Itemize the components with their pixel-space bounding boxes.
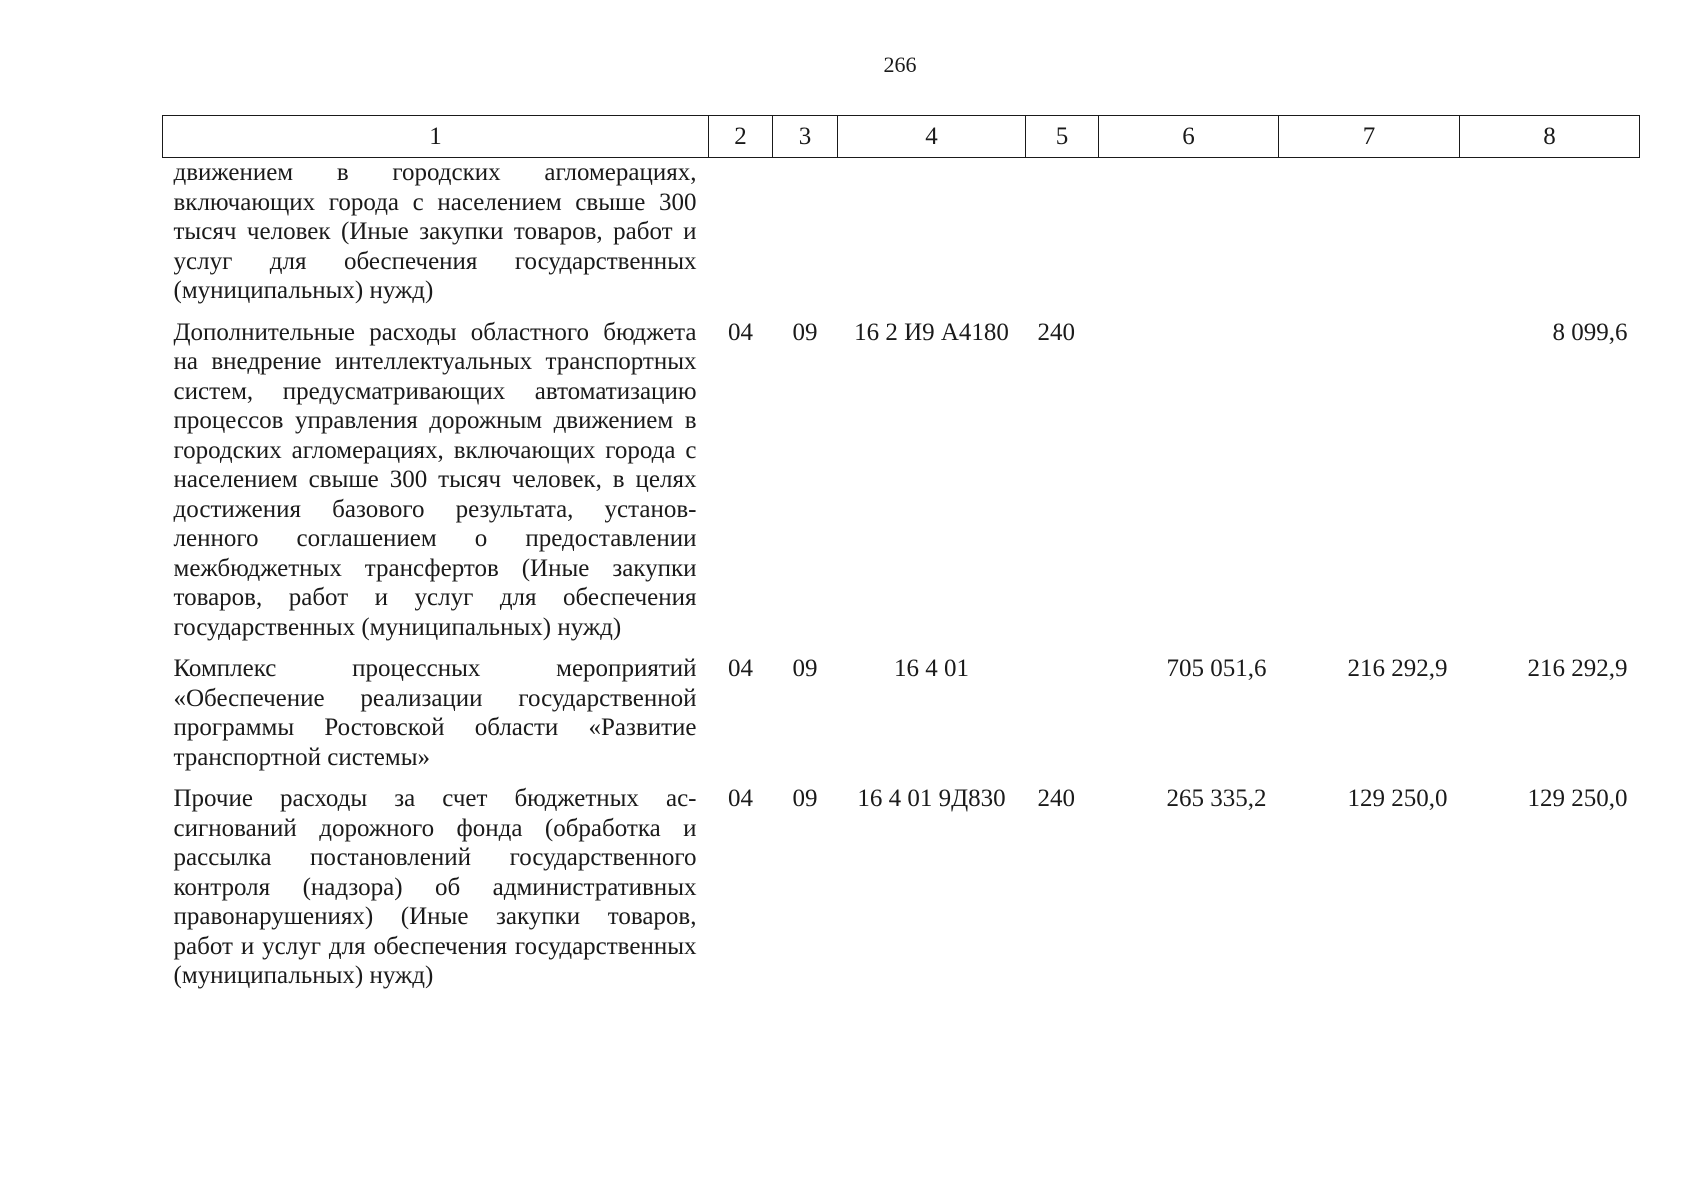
row-expense-type-code: 240	[1037, 785, 1075, 812]
column-header-3: 3	[773, 116, 838, 158]
row-expense-type-code	[1026, 654, 1099, 784]
row-amount-col7	[1279, 318, 1460, 655]
row-subsection-code: 09	[792, 318, 818, 346]
row-expense-type-code: 240	[1037, 318, 1075, 346]
row-target-article-code	[838, 158, 1026, 318]
row-amount-col6	[1099, 318, 1279, 655]
row-target-article-code: 16 4 01 9Д830	[857, 785, 1006, 812]
table-row	[163, 318, 1640, 655]
row-amount-col8: 8 099,6	[1552, 318, 1628, 346]
row-amount-col7: 216 292,9	[1347, 655, 1448, 682]
row-amount-col6: 705 051,6	[1166, 655, 1267, 682]
column-header-8: 8	[1460, 116, 1640, 158]
table-body	[163, 158, 1640, 1003]
row-section-code	[709, 158, 773, 318]
row-description: Прочие расходы за счет бюджетных ассигнований дорожного фонда (обработка и рассылка постановлений государственного контроля (надзора) об административных правонарушениях) (Иные закупки товаров, работ и услуг для обеспечения государственных (муниципальных) нужд)	[173, 785, 697, 989]
page-number: 266	[883, 52, 917, 77]
column-header-1: 1	[163, 116, 709, 158]
row-section-code: 04	[728, 785, 753, 812]
header-row	[163, 116, 1640, 158]
column-header-6: 6	[1099, 116, 1279, 158]
table-row	[163, 158, 1640, 318]
table-header	[163, 116, 1640, 158]
budget-table	[162, 115, 1640, 1003]
row-description: Комплекс процессных мероприятий «Обеспечение реализации государственной программы Ростовской области «Развитие транспортной системы»	[173, 655, 697, 771]
row-amount-col8: 129 250,0	[1527, 785, 1628, 812]
column-header-2: 2	[709, 116, 773, 158]
row-amount-col7	[1279, 158, 1460, 318]
column-header-5: 5	[1026, 116, 1099, 158]
row-description: движением в городских агломерациях, включающих города с населением свыше 300 тысяч человек (Иные закупки товаров, работ и услуг для обеспечения государственных (муниципальных) нужд)	[173, 159, 697, 304]
row-target-article-code: 16 2 И9 А4180	[854, 318, 1009, 346]
row-expense-type-code	[1026, 158, 1099, 318]
row-amount-col8: 216 292,9	[1527, 655, 1628, 682]
row-amount-col6: 265 335,2	[1166, 785, 1267, 812]
row-amount-col8	[1460, 158, 1640, 318]
row-subsection-code: 09	[792, 655, 818, 682]
row-section-code: 04	[728, 655, 753, 682]
row-target-article-code: 16 4 01	[894, 655, 969, 682]
row-description: Дополнительные расходы областного бюджета на внедрение интеллектуальных транспортных систем, предусматривающих автоматизацию процессов управления дорожным движением в городских агломерациях, включающих города с населением свыше 300 тысяч человек, в целях достижения базового результата, установленного соглашением о предоставлении межбюджетных трансфертов (Иные закупки товаров, работ и услуг для обеспечения государственных (муниципальных) нужд)	[173, 318, 697, 641]
row-subsection-code: 09	[792, 785, 818, 812]
column-header-7: 7	[1279, 116, 1460, 158]
column-header-4: 4	[838, 116, 1026, 158]
table-row	[163, 654, 1640, 784]
row-amount-col6	[1099, 158, 1279, 318]
row-section-code: 04	[728, 318, 753, 346]
row-subsection-code	[773, 158, 838, 318]
table-row	[163, 784, 1640, 1003]
row-amount-col7: 129 250,0	[1347, 785, 1448, 812]
